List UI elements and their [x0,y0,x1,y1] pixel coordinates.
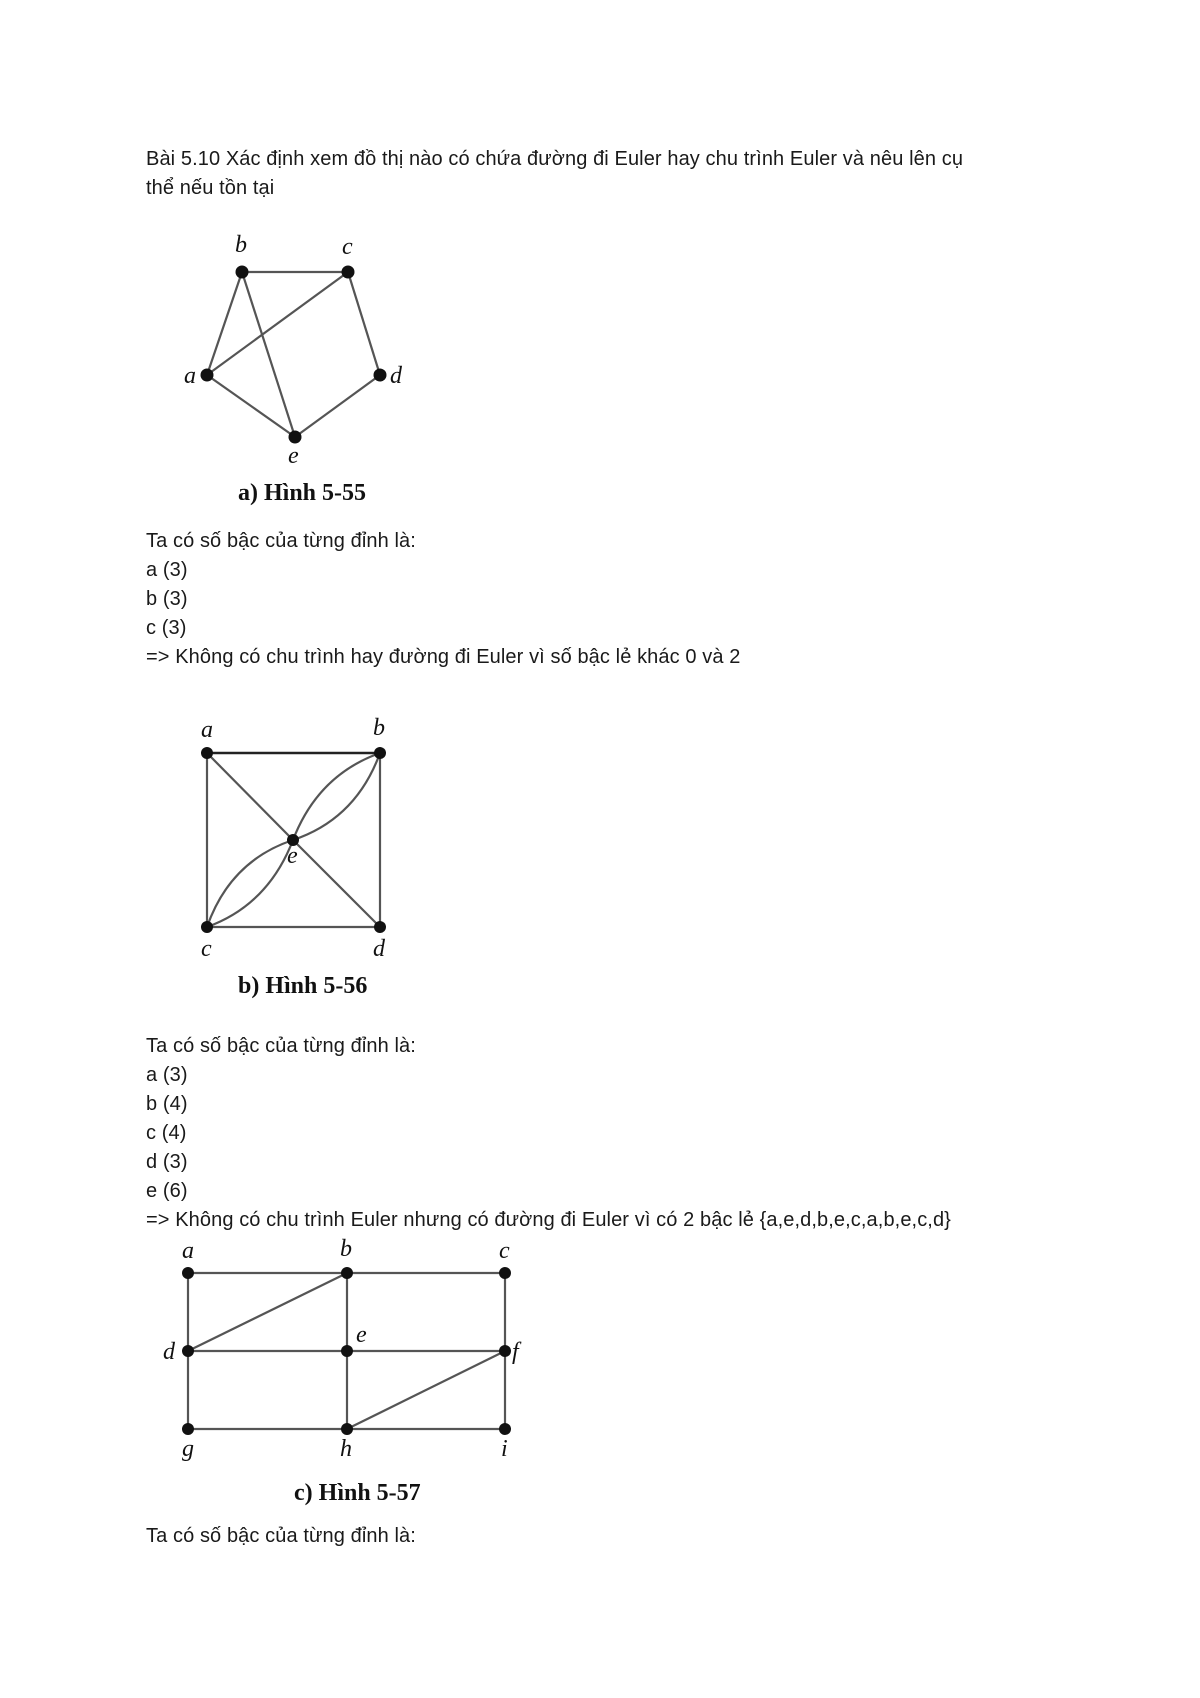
vertex-b [341,1267,353,1279]
vertex-label-c: c [342,234,353,260]
vertex-c [342,266,355,279]
edge-c-e-2 [207,840,293,927]
vertex-d [374,921,386,933]
vertex-c [201,921,213,933]
vertex-label-g: g [182,1436,194,1462]
vertex-label-d: d [390,363,402,389]
figure-caption: a) Hình 5-55 [238,480,367,506]
vertex-label-e: e [288,443,299,469]
graph-5-55 [170,230,430,520]
vertex-label-f: f [512,1339,519,1365]
section-2-degree-c: c (4) [146,1122,187,1144]
section-1-degree-c: c (3) [146,617,187,639]
figure-5-56 [170,715,430,1005]
vertex-a [201,369,214,382]
vertex-label-a: a [182,1238,194,1264]
vertex-label-c: c [201,936,212,962]
edge-a-e [207,375,295,437]
vertex-i [499,1423,511,1435]
section-2-heading: Ta có số bậc của từng đỉnh là: [146,1035,416,1057]
vertex-label-d: d [163,1339,175,1365]
vertex-label-d: d [373,936,385,962]
graph-5-57 [155,1236,555,1510]
edge-b-d [188,1273,347,1351]
vertex-h [341,1423,353,1435]
edge-b-e-2 [293,753,380,840]
section-3-heading: Ta có số bậc của từng đỉnh là: [146,1525,416,1547]
edge-a-c [207,272,348,375]
vertex-a [182,1267,194,1279]
vertex-label-e: e [356,1322,367,1348]
figure-caption: c) Hình 5-57 [294,1480,421,1506]
edge-a-e [207,753,293,840]
vertex-label-e: e [287,843,298,869]
edge-b-e-1 [293,753,380,840]
vertex-label-b: b [235,232,247,258]
edge-f-h [347,1351,505,1429]
edge-d-e [295,375,380,437]
edge-d-e [293,840,380,927]
section-2-degree-b: b (4) [146,1093,188,1115]
vertex-g [182,1423,194,1435]
vertex-d [182,1345,194,1357]
section-2-degree-e: e (6) [146,1180,188,1202]
vertex-d [374,369,387,382]
vertex-b [374,747,386,759]
section-1-heading: Ta có số bậc của từng đỉnh là: [146,530,416,552]
vertex-label-h: h [340,1436,352,1462]
vertex-label-c: c [499,1238,510,1264]
exercise-title-line-2: thể nếu tồn tại [146,177,275,199]
exercise-title-line-1: Bài 5.10 Xác định xem đồ thị nào có chứa đường đi Euler hay chu trình Euler và nêu lên cụ [146,148,964,170]
section-2-degree-d: d (3) [146,1151,188,1173]
edge-b-e [242,272,295,437]
vertex-label-b: b [340,1236,352,1262]
graph-5-56 [170,715,430,1005]
figure-caption: b) Hình 5-56 [238,973,368,999]
section-2-degree-a: a (3) [146,1064,188,1086]
section-1-conclusion: => Không có chu trình hay đường đi Euler vì số bậc lẻ khác 0 và 2 [146,646,741,668]
vertex-c [499,1267,511,1279]
vertex-label-i: i [501,1436,508,1462]
vertex-label-b: b [373,715,385,741]
edge-c-d [348,272,380,375]
vertex-b [236,266,249,279]
figure-5-57 [155,1236,555,1510]
vertex-e [289,431,302,444]
section-2-conclusion: => Không có chu trình Euler nhưng có đường đi Euler vì có 2 bậc lẻ {a,e,d,b,e,c,a,b,e,c,d} [146,1209,951,1231]
vertex-e [341,1345,353,1357]
vertex-label-a: a [184,363,196,389]
vertex-f [499,1345,511,1357]
section-1-degree-b: b (3) [146,588,188,610]
edge-c-e-1 [207,840,293,927]
vertex-a [201,747,213,759]
edge-a-b [207,272,242,375]
section-1-degree-a: a (3) [146,559,188,581]
figure-5-55 [170,230,430,520]
vertex-label-a: a [201,717,213,743]
